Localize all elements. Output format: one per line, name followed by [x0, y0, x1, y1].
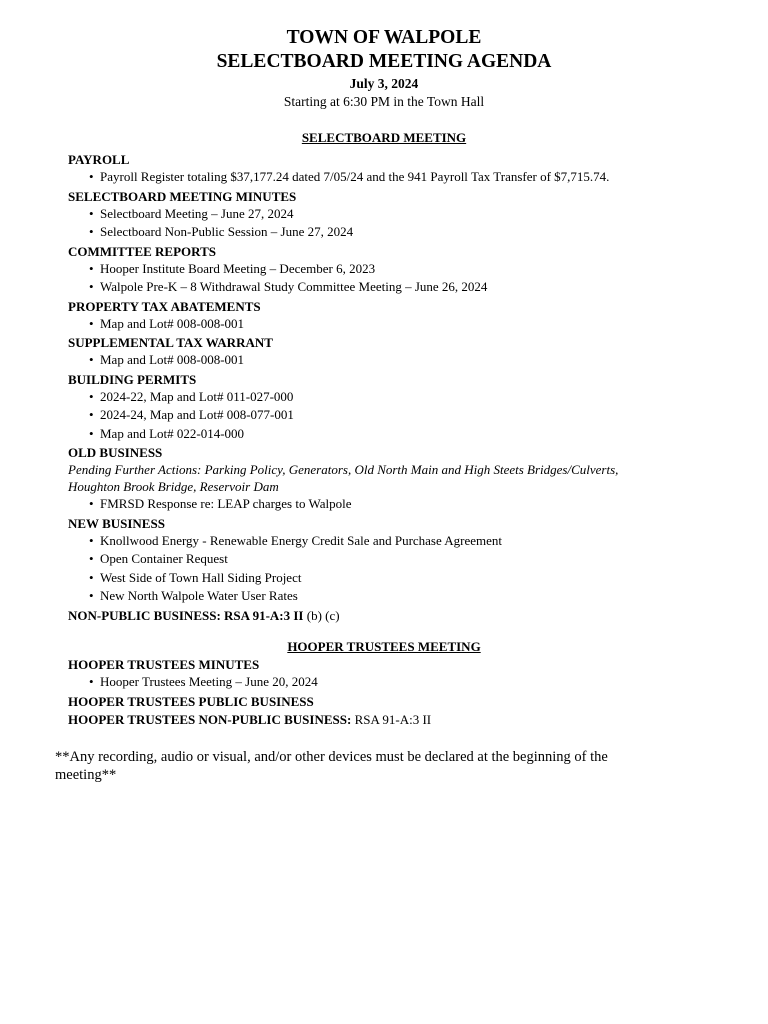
list-item: • Map and Lot# 022-014-000 — [68, 425, 728, 444]
list-item: • Walpole Pre-K – 8 Withdrawal Study Committee Meeting – June 26, 2024 — [68, 278, 728, 297]
list-item: • Knollwood Energy - Renewable Energy Credit Sale and Purchase Agreement — [68, 532, 728, 551]
pending-actions-line2: Houghton Brook Bridge, Reservoir Dam — [68, 479, 279, 494]
old-business-heading: OLD BUSINESS — [68, 445, 163, 460]
bullet-icon: • — [89, 352, 94, 367]
building-permits-heading: BUILDING PERMITS — [68, 371, 197, 387]
bullet-icon: • — [89, 407, 94, 422]
recording-notice-line1: **Any recording, audio or visual, and/or other devices must be declared at the beginning of the — [55, 749, 608, 765]
bullet-icon: • — [89, 315, 94, 331]
footer-note — [55, 748, 745, 784]
selectboard-section — [68, 150, 728, 624]
list-item: • 2024-24, Map and Lot# 008-077-001 — [68, 406, 728, 425]
hooper-non-public-business-heading: HOOPER TRUSTEES NON-PUBLIC BUSINESS: RSA 91-A:3 II — [68, 711, 432, 727]
list-item: • FMRSD Response re: LEAP charges to Walpole — [68, 495, 728, 514]
town-title: TOWN OF WALPOLE — [286, 27, 482, 48]
hooper-public-business-heading: HOOPER TRUSTEES PUBLIC BUSINESS — [68, 693, 314, 709]
non-public-business-heading: NON-PUBLIC BUSINESS: RSA 91-A:3 II (b) (c) — [68, 607, 340, 623]
bullet-icon: • — [89, 496, 94, 511]
meeting-time-location: Starting at 6:30 PM in the Town Hall — [283, 94, 485, 109]
payroll-heading: PAYROLL — [68, 152, 130, 167]
bullet-icon: • — [89, 205, 94, 221]
list-item: • Open Container Request — [68, 550, 728, 569]
bullet-icon: • — [89, 425, 94, 441]
recording-notice-line2: meeting** — [55, 767, 117, 783]
bullet-icon: • — [89, 674, 94, 689]
supplemental-tax-warrant-heading: SUPPLEMENTAL TAX WARRANT — [68, 335, 273, 350]
bullet-icon: • — [89, 569, 94, 585]
agenda-title: SELECTBOARD MEETING AGENDA — [216, 51, 552, 72]
list-item: • Hooper Institute Board Meeting – December 6, 2023 — [68, 260, 728, 279]
list-item: • Hooper Trustees Meeting – June 20, 2024 — [68, 673, 728, 692]
bullet-icon: • — [89, 260, 94, 276]
minutes-heading: SELECTBOARD MEETING MINUTES — [68, 188, 297, 204]
list-item: • Selectboard Non-Public Session – June 27, 2024 — [68, 223, 728, 242]
property-tax-abatements-heading: PROPERTY TAX ABATEMENTS — [68, 298, 261, 314]
list-item: • Map and Lot# 008-008-001 — [68, 351, 728, 370]
hooper-minutes-heading: HOOPER TRUSTEES MINUTES — [68, 657, 260, 672]
new-business-heading: NEW BUSINESS — [68, 515, 165, 531]
list-item: • Selectboard Meeting – June 27, 2024 — [68, 205, 728, 224]
bullet-icon: • — [89, 224, 94, 239]
hooper-section — [68, 655, 728, 728]
bullet-icon: • — [89, 169, 94, 184]
pending-actions-line1: Pending Further Actions: Parking Policy, Generators, Old North Main and High Steets Bridges/Culverts, — [68, 462, 619, 477]
agenda-header — [0, 0, 768, 111]
committee-reports-heading: COMMITTEE REPORTS — [68, 243, 216, 259]
bullet-icon: • — [89, 588, 94, 603]
bullet-icon: • — [89, 388, 94, 404]
list-item: • Map and Lot# 008-008-001 — [68, 315, 728, 334]
bullet-icon: • — [89, 279, 94, 294]
bullet-icon: • — [89, 532, 94, 548]
meeting-date: July 3, 2024 — [349, 76, 419, 91]
list-item: • 2024-22, Map and Lot# 011-027-000 — [68, 388, 728, 407]
list-item: • Payroll Register totaling $37,177.24 dated 7/05/24 and the 941 Payroll Tax Transfer of $7,715.74. — [68, 168, 728, 187]
bullet-icon: • — [89, 551, 94, 566]
list-item: • West Side of Town Hall Siding Project — [68, 569, 728, 588]
hooper-title-wrap — [0, 638, 768, 655]
hooper-section-title: HOOPER TRUSTEES MEETING — [287, 639, 481, 654]
list-item: • New North Walpole Water User Rates — [68, 587, 728, 606]
selectboard-section-title: SELECTBOARD MEETING — [301, 130, 467, 145]
